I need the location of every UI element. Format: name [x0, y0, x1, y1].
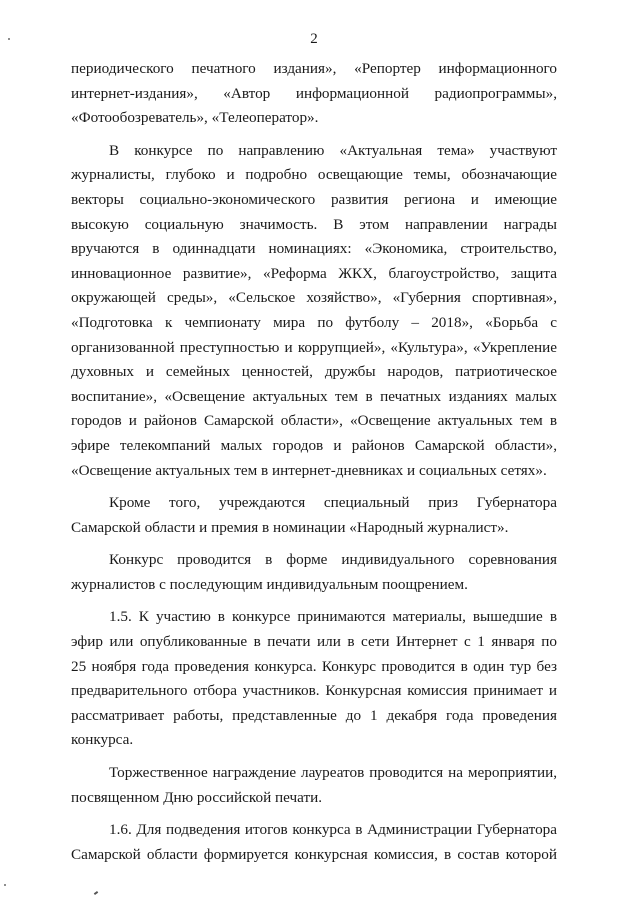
text-line: вручаются в одиннадцати номинациях: «Экономика, строительство, — [71, 240, 557, 258]
text-line: Кроме того, учреждаются специальный приз Губернатора — [109, 494, 557, 512]
text-line: посвященном Дню российской печати. — [71, 788, 323, 806]
text-line: предварительного отбора участников. Конкурсная комиссия принимает и — [71, 682, 557, 700]
text-line: «Фотообозреватель», «Телеоператор». — [71, 109, 319, 127]
paragraph-award-ceremony — [71, 761, 557, 810]
document-body — [71, 57, 557, 867]
text-line: «Освещение актуальных тем в интернет-дневниках и социальных сетях». — [71, 461, 547, 479]
text-line: периодического печатного издания», «Репортер информационного — [71, 60, 557, 77]
text-line: журналистов с последующим индивидуальным поощрением. — [71, 575, 468, 593]
text-line: «Подготовка к чемпионату мира по футболу – 2018», «Борьба с — [71, 313, 557, 331]
text-line: организованной преступностью и коррупцией», «Культура», «Укрепление — [71, 338, 557, 356]
scan-speck — [8, 38, 10, 40]
text-line: окружающей среды», «Сельское хозяйство», «Губерния спортивная», — [71, 289, 557, 307]
text-line: эфир или опубликованные в печати или в сети Интернет с 1 января по — [71, 633, 557, 651]
text-line: векторы социально-экономического развития региона и имеющие — [71, 190, 557, 208]
text-line: Конкурс проводится в форме индивидуального соревнования — [109, 551, 557, 569]
text-line: В конкурсе по направлению «Актуальная тема» участвуют — [109, 141, 557, 159]
page-number: 2 — [310, 31, 318, 47]
text-line: конкурса. — [71, 731, 134, 749]
text-line: Самарской области формируется конкурсная комиссия, в состав которой — [71, 845, 557, 863]
text-line: Торжественное награждение лауреатов проводится на мероприятии, — [109, 764, 557, 782]
text-line: воспитание», «Освещение актуальных тем в печатных изданиях малых — [71, 387, 557, 405]
scan-mark — [94, 891, 98, 895]
text-line: духовных и семейных ценностей, дружбы народов, патриотическое — [71, 363, 557, 381]
paragraph-section-1-5 — [71, 605, 557, 753]
text-line: Самарской области и премия в номинации «Народный журналист». — [71, 518, 509, 536]
paragraph-section-1-6 — [71, 818, 557, 867]
paragraph-contest-form — [71, 548, 557, 597]
paragraph-actual-topic — [71, 139, 557, 483]
text-line: 1.5. К участию в конкурсе принимаются материалы, вышедшие в — [109, 608, 557, 626]
scan-speck — [4, 884, 6, 886]
text-line: журналисты, глубоко и подробно освещающие темы, обозначающие — [71, 166, 557, 184]
text-line: интернет-издания», «Автор информационной радиопрограммы», — [71, 84, 557, 102]
paragraph-special-prize — [71, 491, 557, 540]
text-line: высокую социальную значимость. В этом направлении награды — [71, 215, 557, 233]
text-line: инновационное развитие», «Реформа ЖКХ, благоустройство, защита — [71, 264, 557, 282]
text-line: 1.6. Для подведения итогов конкурса в Администрации Губернатора — [109, 821, 557, 839]
text-line: 25 ноября года проведения конкурса. Конкурс проводится в один тур без — [71, 657, 557, 675]
text-line: рассматривает работы, представленные до 1 декабря года проведения — [71, 706, 557, 724]
text-line: городов и районов Самарской области», «Освещение актуальных тем в — [71, 412, 557, 430]
paragraph-nomination-list-end — [71, 57, 557, 131]
text-line: эфире телекомпаний малых городов и районов Самарской области», — [71, 436, 557, 454]
